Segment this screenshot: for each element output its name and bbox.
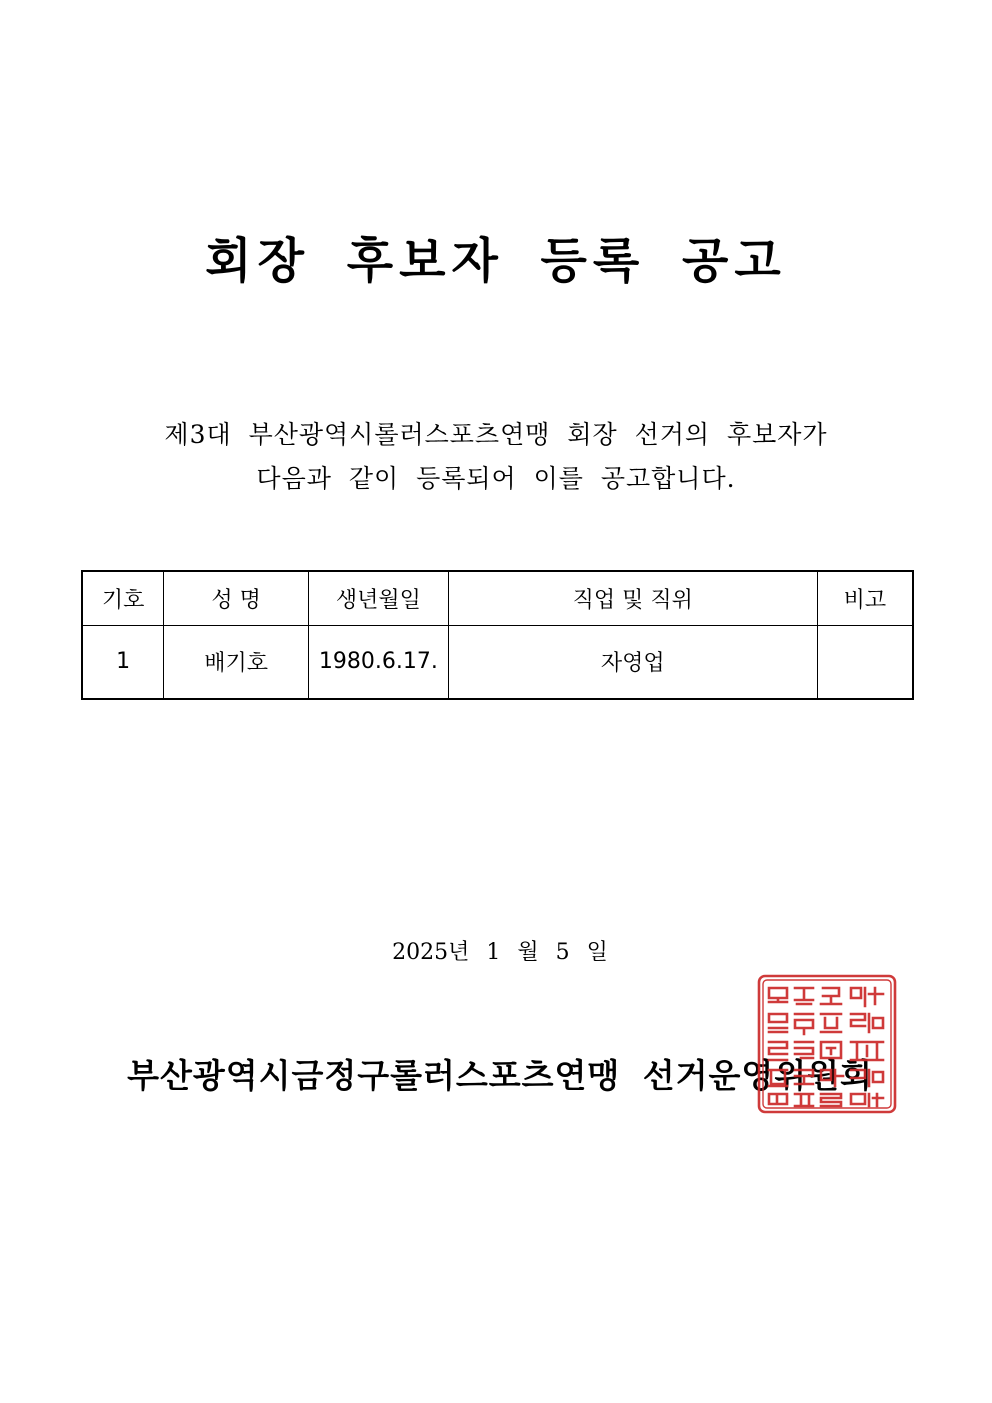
header-name: 성 명 (164, 571, 309, 625)
cell-occupation: 자영업 (448, 625, 817, 699)
header-note: 비고 (817, 571, 913, 625)
candidate-table (81, 570, 914, 700)
cell-note (817, 625, 913, 699)
intro-line-2: 다음과 같이 등록되어 이를 공고합니다. (256, 464, 736, 493)
official-seal (757, 974, 897, 1114)
intro-line-1: 제3대 부산광역시롤러스포츠연맹 회장 선거의 후보자가 (164, 420, 828, 449)
issuing-organization: 부산광역시금정구롤러스포츠연맹 선거운영위원회 (127, 1056, 873, 1095)
header-occupation: 직업 및 직위 (448, 571, 817, 625)
announcement-date: 2025년 1 월 5 일 (392, 940, 608, 965)
table-row (82, 625, 913, 699)
header-number: 기호 (82, 571, 164, 625)
notice-title: 회장 후보자 등록 공고 (205, 233, 787, 289)
table-header-row (82, 571, 913, 625)
cell-number: 1 (82, 625, 164, 699)
cell-birthdate: 1980.6.17. (308, 625, 448, 699)
header-birthdate: 생년월일 (308, 571, 448, 625)
cell-name: 배기호 (164, 625, 309, 699)
